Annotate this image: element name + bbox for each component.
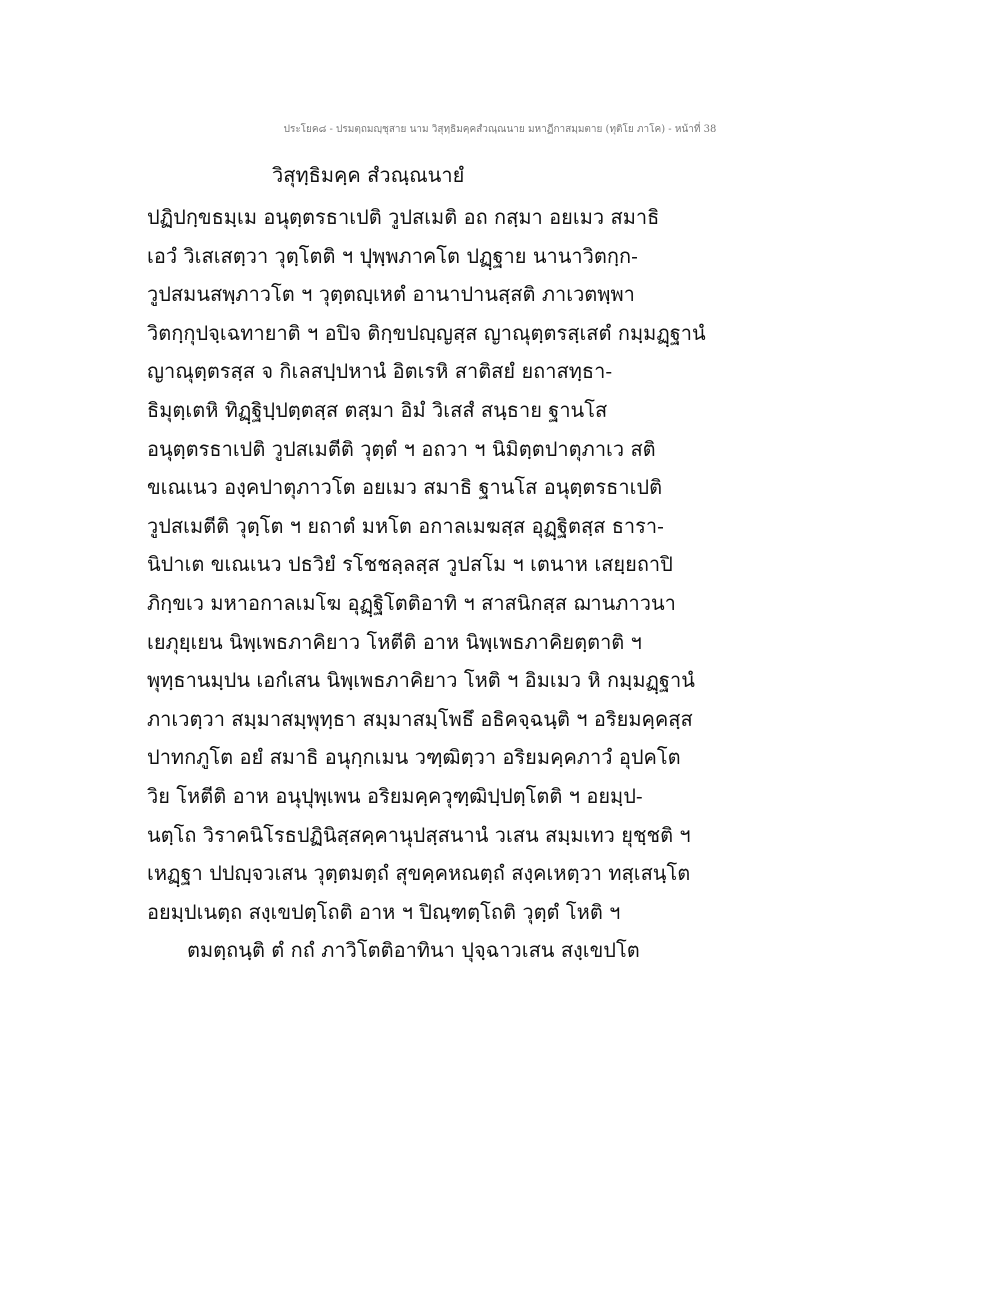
running-header: ประโยค๘ - ปรมตฺถมญฺชุสาย นาม วิสุทฺธิมคฺคสํวณฺณนาย มหาฏีกาสมฺมตาย (ทุติโย ภาโค) - หน้าที่ 38 <box>283 124 717 135</box>
text-line: ขเณเนว องฺคปาตุภาวโต อยเมว สมาธิ ฐานโส อนุตฺตรธาเปติ <box>147 475 663 500</box>
text-line: ปาทกภูโต อยํ สมาธิ อนุกฺกเมน วฑฺฒิตฺวา อริยมคฺคภาวํ อุปคโต <box>147 745 681 770</box>
text-line: เยภุยฺเยน นิพฺเพธภาคิยาว โหตีติ อาห นิพฺเพธภาคิยตฺตาติ ฯ <box>147 629 642 654</box>
text-line: นตฺโถ วิราคนิโรธปฏินิสฺสคฺคานุปสฺสนานํ วเสน สมฺมเทว ยุชฺชติ ฯ <box>147 822 691 847</box>
text-line: วูปสเมตีติ วุตฺโต ฯ ยถาตํ มหโต อกาลเมฆสฺส อุฏฺฐิตสฺส ธารา- <box>147 513 664 538</box>
text-line: เหฏฺฐา ปปญฺจวเสน วุตฺตมตฺถํ สุขคฺคหณตฺถํ สงฺคเหตฺวา ทสฺเสนฺโต <box>147 861 691 886</box>
text-line: เอวํ วิเสเสตฺวา วุตฺโตติ ฯ ปุพฺพภาคโต ปฏฺฐาย นานาวิตกฺก- <box>147 243 638 268</box>
text-line: วิตกฺกุปจฺเฉทายาติ ฯ อปิจ ติกฺขปญฺญสฺส ญาณุตฺตรสฺเสตํ กมฺมฏฺฐานํ <box>147 320 706 345</box>
text-line: นิปาเต ขเณเนว ปธวิยํ รโชชลฺลสฺส วูปสโม ฯ เตนาห เสยฺยถาปิ <box>147 552 673 577</box>
text-line: อนุตฺตรธาเปติ วูปสเมตีติ วุตฺตํ ฯ อถวา ฯ นิมิตฺตปาตุภาเว สติ <box>147 436 656 461</box>
text-line: ญาณุตฺตรสฺส จ กิเลสปฺปหานํ อิตเรหิ สาติสยํ ยถาสทฺธา- <box>147 359 613 384</box>
text-line: ภาเวตฺวา สมฺมาสมฺพุทฺธา สมฺมาสมฺโพธึ อธิคจฺฉนฺติ ฯ อริยมคฺคสฺส <box>147 706 693 731</box>
text-line: ปฏิปกฺขธมฺเม อนุตฺตรธาเปติ วูปสเมติ อถ กสฺมา อยเมว สมาธิ <box>147 205 660 229</box>
text-line: พุทฺธานมฺปน เอกํเสน นิพฺเพธภาคิยาว โหติ ฯ อิมเมว หิ กมฺมฏฺฐานํ <box>147 668 695 693</box>
text-line: วูปสมนสพฺภาวโต ฯ วุตฺตญฺเหตํ อานาปานสฺสติ ภาเวตพฺพา <box>147 282 635 307</box>
text-line: ธิมุตฺเตหิ ทิฏฺฐิปฺปตฺตสฺส ตสฺมา อิมํ วิเสสํ สนฺธาย ฐานโส <box>147 397 608 422</box>
text-line: ภิกฺขเว มหาอกาลเมโฆ อุฏฺฐิโตติอาทิ ฯ สาสนิกสฺส ฌานภาวนา <box>147 590 676 615</box>
text-line: อยมฺปเนตฺถ สงฺเขปตฺโถติ อาห ฯ ปิณฺฑตฺโถติ วุตฺตํ โหติ ฯ <box>147 899 621 924</box>
document-title: วิสุทฺธิมคฺค สํวณฺณนายํ <box>272 163 465 187</box>
paragraph-start-line: ตมตฺถนฺติ ตํ กถํ ภาวิโตติอาทินา ปุจฺฉาวเสน สงฺเขปโต <box>187 938 640 963</box>
body-text <box>147 198 707 970</box>
text-line: วิย โหตีติ อาห อนุปุพฺเพน อริยมคฺควุฑฺฒิปฺปตฺโตติ ฯ อยมฺป- <box>147 783 643 808</box>
